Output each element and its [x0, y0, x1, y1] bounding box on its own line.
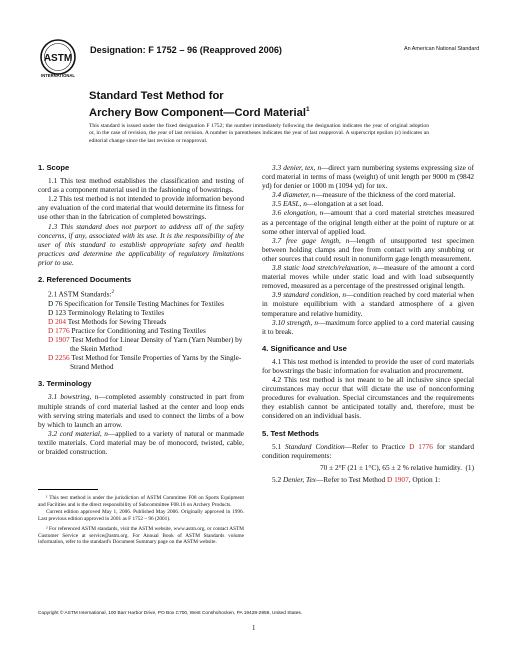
definition-easl: —elongation at a set load.: [306, 199, 384, 209]
term-free-gage-length: 3.7 free gage length, n: [272, 235, 350, 245]
para-2-1: 2.1 ASTM Standards:: [48, 289, 112, 299]
term-static-load-stretch: 3.8 static load stretch/relaxation, n: [272, 263, 377, 273]
term-denier-tex: 3.3 denier, tex, n: [272, 163, 322, 172]
para-5-2: [262, 475, 474, 484]
term-cord-material: 3.2 cord material, n: [48, 428, 108, 438]
equation-number: (1): [465, 462, 474, 472]
para-3-1: [38, 392, 244, 428]
footnote-1-edition: Current edition approved May 1, 2006. Published May 2006. Originally approved in 1996. Last previous edition approved in 2001 as F 1752 – 96 (2001).: [38, 508, 244, 522]
ref-title: Practice for Conditioning and Testing Textiles: [69, 325, 206, 335]
para-3-8: [262, 263, 474, 290]
ref-item: [38, 299, 244, 308]
definition-strength: —maximum force applied to a cord material causing it to break.: [262, 317, 474, 336]
ref-title: Specification for Tensile Testing Machines for Textiles: [62, 298, 225, 308]
astm-logo: [38, 38, 78, 78]
section-2-heading: 2. Referenced Documents: [38, 275, 132, 285]
ref-title: Test Method for Tensile Properties of Yarns by the Single-Strand Method: [69, 353, 242, 372]
ref-item: [38, 353, 244, 371]
definition-elongation: —amount that a cord material stretches measured as a percentage of the original length either at the point of rupture or at some other interval of applied load.: [262, 208, 474, 236]
para-5-2-text: —Refer to Test Method: [315, 474, 388, 484]
title-line-1: Standard Test Method for: [89, 90, 224, 102]
definition-cord-material: —applied to a variety of natural or manmade textile materials. Cord material may be of monocord, twisted, cable, or braided construction.: [38, 428, 245, 457]
section-4-heading: 4. Significance and Use: [262, 343, 347, 353]
para-3-4: [262, 190, 474, 199]
term-strength: 3.10 strength, n: [272, 317, 319, 327]
footnote-2: ² For referenced ASTM standards, visit the ASTM website, www.astm.org, or contact ASTM Customer Service at service@astm.org. For Annual Book of ASTM Standards volume information, refer to the standard's Document Summary page on the ASTM website.: [38, 525, 244, 546]
ref-title: Test Methods for Sewing Threads: [66, 316, 167, 326]
term-standard-condition: 3.9 standard condition, n: [272, 290, 347, 300]
para-5-2-text-end: , Option 1:: [408, 474, 441, 484]
document-title: [89, 90, 449, 121]
definition-bowstring: —completed assembly constructed in part from multiple strands of cord material lashed at the center and loop ends with serving string materials and used to connect the limbs of a bow by which to launch an arrow.: [38, 392, 245, 429]
footnote-divider: [38, 489, 98, 490]
para-3-3: [262, 163, 474, 190]
designation: Designation: F 1752 – 96 (Reapproved 2006): [90, 45, 282, 55]
definition-diameter: —measure of the thickness of the cord material.: [315, 190, 456, 200]
para-1-1: 1.1 This test method establishes the classification and testing of cord as a component material used in the fashioning of bowstrings.: [38, 176, 244, 195]
term-diameter: 3.4 diameter, n: [272, 190, 316, 200]
footnote-2-mark: 2: [111, 290, 114, 296]
ref-link-d2256[interactable]: D 2256: [48, 353, 70, 363]
ref-code-d76: D 76: [48, 298, 63, 308]
para-4-2: 4.2 This test method is not meant to be all inclusive since special circumstances may occur that will dictate the use of nonconforming procedures for evaluation. Special circumstances and the requirements they establish cannot be anticipated totally and, therefore, must be considered on an individual basis.: [262, 375, 474, 421]
ref-item: [38, 317, 244, 326]
logo-subtext: INTERNATIONAL: [41, 73, 75, 78]
term-standard-condition-method: Standard Condition: [285, 441, 345, 451]
footnotes: [38, 495, 244, 546]
para-3-7: [262, 236, 474, 263]
preamble: This standard is issued under the fixed designation F 1752; the number immediately following the designation indicates the year of original adoption or, in the case of revision, the year of last revision. A number in parentheses indicates the year of last reapproval. A superscript epsilon (ε) indicates an editorial change since the last revision or reapproval.: [89, 123, 429, 144]
para-1-3: 1.3 This standard does not purport to address all of the safety concerns, if any, associated with its use. It is the responsibility of the user of this standard to establish appropriate safety and health practices and determine the applicability of regulatory limitations prior to use.: [38, 221, 244, 267]
definition-static-load-stretch: —measure of the amount a cord material moves while under static load and with load subsequently removed, measured as a percentage of the prestressed original length.: [262, 263, 475, 291]
ref-link-d1907-inline[interactable]: D 1907: [387, 474, 409, 484]
para-3-10: [262, 318, 474, 336]
ref-item: [38, 335, 244, 353]
left-column: [38, 163, 244, 456]
title-line-2: Archery Bow Component—Cord Material: [89, 107, 306, 120]
para-5-1-text-end: for standard condition requirements:: [262, 441, 474, 460]
page-number: 1: [252, 625, 256, 632]
title-footnote-mark: 1: [305, 106, 310, 114]
definition-standard-condition: —condition reached by cord material when in moisture equilibrium with a standard atmosphere of a given temperature and relative humidity.: [262, 290, 474, 318]
ref-code-d123: D 123: [48, 307, 67, 317]
right-column: [262, 163, 474, 484]
ref-item: [38, 326, 244, 335]
para-1-2: 1.2 This test method is not intended to provide information beyond any evaluation of the cord material that would determine its fitness for use other than in the fabrication of completed bowstrings.: [38, 194, 244, 222]
national-standard-label: An American National Standard: [404, 46, 480, 52]
logo-text: ASTM: [43, 53, 73, 64]
definition-free-gage-length: —length of unsupported test specimen between holding clamps and free from contact with any snubbing or other sources that could result in nonuniform gage length measurement.: [262, 235, 474, 263]
ref-title: Test Method for Linear Density of Yarn (Yarn Number) by the Skein Method: [69, 335, 243, 354]
para-5-2-num: 5.2: [272, 474, 283, 484]
para-5-1-num: 5.1: [272, 441, 286, 451]
para-3-9: [262, 290, 474, 317]
ref-link-d1776-inline[interactable]: D 1776: [409, 441, 433, 451]
ref-item: [38, 308, 244, 317]
para-3-2: [38, 429, 244, 456]
ref-link-d1907[interactable]: D 1907: [48, 335, 70, 345]
para-5-1: [262, 442, 474, 460]
equation-1: [262, 463, 474, 472]
ref-link-d1776[interactable]: D 1776: [48, 325, 70, 335]
copyright-line: Copyright © ASTM International, 100 Barr Harbor Drive, PO Box C700, West Conshohocken, PA 19428-2959, United States.: [38, 611, 303, 616]
para-5-1-text: —Refer to Practice: [344, 441, 410, 451]
para-3-5: [262, 199, 474, 208]
section-1-heading: 1. Scope: [38, 163, 70, 172]
para-3-6: [262, 208, 474, 235]
footnote-1: ¹ This test method is under the jurisdiction of ASTM Committee F08 on Sports Equipment and Facilities and is the direct responsibility of Subcommittee F08.16 on Archery Products.: [38, 495, 244, 508]
term-elongation: 3.6 elongation, n: [272, 208, 324, 218]
ref-link-d204[interactable]: D 204: [48, 316, 67, 326]
section-3-heading: 3. Terminology: [38, 379, 92, 389]
term-bowstring: 3.1 bowstring, n: [48, 392, 99, 402]
term-easl: 3.5 EASL, n: [272, 199, 307, 209]
term-denier-tex-method: Denier, Tex: [282, 474, 316, 484]
definition-denier-tex: —direct yarn numbering systems expressing size of cord material in terms of mass (weight) of unit length per 9000 m (9842 yd) for denier or 1000 m (1094 yd) for tex.: [262, 163, 474, 191]
para-4-1: 4.1 This test method is intended to provide the user of cord materials for bowstrings the basic information for evaluation and procurement.: [262, 356, 474, 375]
reference-list: [38, 299, 244, 372]
section-5-heading: 5. Test Methods: [262, 428, 319, 438]
equation-text: 70 ± 2°F (21 ± 1°C), 65 ± 2 % relative humidity.: [320, 462, 463, 472]
ref-title: Terminology Relating to Textiles: [66, 307, 165, 317]
